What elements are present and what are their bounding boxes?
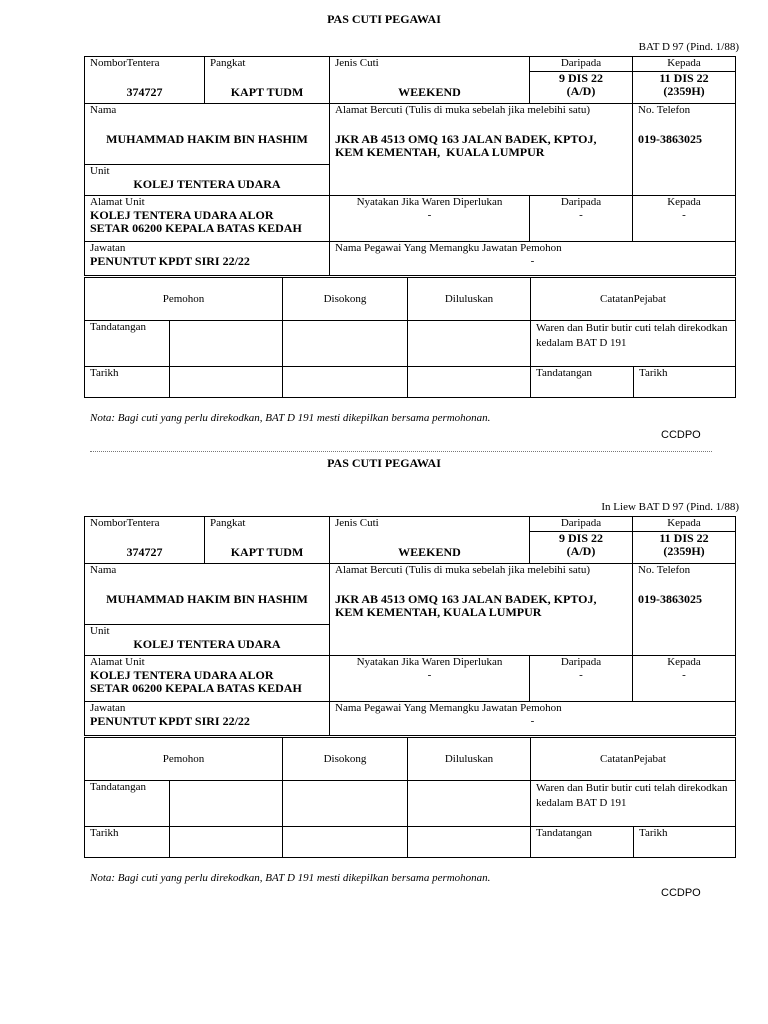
waren-daripada-value: -	[579, 669, 583, 681]
office-tandatangan-label: Tandatangan	[531, 367, 634, 398]
nota-text: Nota: Bagi cuti yang perlu direkodkan, BAT D 191 mesti dikepilkan bersama permohonan.	[90, 412, 491, 424]
alamat-bercuti-line1: JKR AB 4513 OMQ 163 JALAN BADEK, KPTOJ,	[335, 132, 597, 146]
nota-text: Nota: Bagi cuti yang perlu direkodkan, BAT D 191 mesti dikepilkan bersama permohonan.	[90, 872, 491, 884]
diluluskan-date-field[interactable]	[408, 367, 531, 398]
waren-kepada-value: -	[682, 209, 686, 221]
details-table	[84, 516, 736, 736]
ccdpo-label: CCDPO	[661, 429, 701, 441]
nombor-tentera-cell: NomborTentera 374727	[85, 57, 205, 104]
tarikh-label: Tarikh	[85, 827, 170, 858]
alamat-bercuti-line2: KEM KEMENTAH, KUALA LUMPUR	[335, 605, 542, 619]
jawatan-cell: Jawatan PENUNTUT KPDT SIRI 22/22	[85, 242, 330, 276]
kepada-note: (2359H)	[663, 84, 705, 98]
catatan-pejabat-header: CatatanPejabat	[531, 738, 736, 781]
waren-record-note: Waren dan Butir butir cuti telah direkodkan kedalam BAT D 191	[531, 321, 736, 367]
nama-pegawai-cell: Nama Pegawai Yang Memangku Jawatan Pemohon -	[330, 242, 736, 276]
daripada-note: (A/D)	[566, 84, 596, 98]
no-telefon-cell: No. Telefon 019-3863025	[633, 564, 736, 656]
nama-pegawai-value: -	[530, 715, 535, 727]
disokong-header: Disokong	[283, 278, 408, 321]
alamat-unit-line2: SETAR 06200 KEPALA BATAS KEDAH	[90, 221, 302, 235]
pemohon-signature-field[interactable]	[170, 321, 283, 367]
alamat-unit-line2: SETAR 06200 KEPALA BATAS KEDAH	[90, 681, 302, 695]
alamat-bercuti-cell: Alamat Bercuti (Tulis di muka sebelah jika melebihi satu) JKR AB 4513 OMQ 163 JALAN BADEK, KPTOJ, KEM KEMENTAH, KUALA LUMPUR	[330, 104, 633, 196]
catatan-pejabat-header: CatatanPejabat	[531, 278, 736, 321]
pangkat-cell: Pangkat KAPT TUDM	[205, 57, 330, 104]
unit-value: KOLEJ TENTERA UDARA	[133, 177, 281, 191]
details-table	[84, 56, 736, 276]
diluluskan-header: Diluluskan	[408, 278, 531, 321]
nama-cell: Nama MUHAMMAD HAKIM BIN HASHIM	[85, 564, 330, 625]
jenis-cuti-value: WEEKEND	[398, 545, 461, 559]
tandatangan-label: Tandatangan	[85, 781, 170, 827]
kepada-date: 11 DIS 22	[659, 71, 709, 85]
nama-value: MUHAMMAD HAKIM BIN HASHIM	[106, 132, 308, 146]
office-tarikh-label: Tarikh	[634, 827, 736, 858]
diluluskan-date-field[interactable]	[408, 827, 531, 858]
jawatan-value: PENUNTUT KPDT SIRI 22/22	[90, 714, 250, 728]
jenis-cuti-value: WEEKEND	[398, 85, 461, 99]
pemohon-date-field[interactable]	[170, 827, 283, 858]
cut-line	[90, 451, 712, 452]
waren-record-note: Waren dan Butir butir cuti telah direkodkan kedalam BAT D 191	[531, 781, 736, 827]
waren-cell: Nyatakan Jika Waren Diperlukan -	[330, 656, 530, 702]
office-tandatangan-label: Tandatangan	[531, 827, 634, 858]
pemohon-signature-field[interactable]	[170, 781, 283, 827]
approval-table	[84, 737, 736, 858]
unit-cell: Unit KOLEJ TENTERA UDARA	[85, 165, 330, 196]
form-title: PAS CUTI PEGAWAI	[327, 456, 441, 470]
jawatan-cell: Jawatan PENUNTUT KPDT SIRI 22/22	[85, 702, 330, 736]
office-tarikh-label: Tarikh	[634, 367, 736, 398]
kepada-cell: Kepada 11 DIS 22 (2359H)	[633, 517, 736, 564]
waren-value: -	[427, 209, 432, 221]
pangkat-value: KAPT TUDM	[230, 85, 304, 99]
diluluskan-signature-field[interactable]	[408, 781, 531, 827]
ccdpo-label: CCDPO	[661, 887, 701, 899]
waren-cell: Nyatakan Jika Waren Diperlukan -	[330, 196, 530, 242]
kepada-note: (2359H)	[663, 544, 705, 558]
alamat-bercuti-line1: JKR AB 4513 OMQ 163 JALAN BADEK, KPTOJ,	[335, 592, 597, 606]
nombor-tentera-value: 374727	[126, 545, 163, 559]
nama-value: MUHAMMAD HAKIM BIN HASHIM	[106, 592, 308, 606]
disokong-signature-field[interactable]	[283, 781, 408, 827]
waren-kepada-cell: Kepada -	[633, 656, 736, 702]
daripada-date: 9 DIS 22	[558, 71, 603, 85]
form-title: PAS CUTI PEGAWAI	[327, 12, 441, 26]
disokong-header: Disokong	[283, 738, 408, 781]
nama-cell: Nama MUHAMMAD HAKIM BIN HASHIM	[85, 104, 330, 165]
unit-cell: Unit KOLEJ TENTERA UDARA	[85, 625, 330, 656]
nombor-tentera-value: 374727	[126, 85, 163, 99]
form-reference: BAT D 97 (Pind. 1/88)	[638, 41, 739, 53]
jawatan-value: PENUNTUT KPDT SIRI 22/22	[90, 254, 250, 268]
alamat-unit-line1: KOLEJ TENTERA UDARA ALOR	[90, 668, 274, 682]
daripada-note: (A/D)	[566, 544, 596, 558]
no-telefon-value: 019-3863025	[638, 592, 702, 606]
diluluskan-signature-field[interactable]	[408, 321, 531, 367]
tarikh-label: Tarikh	[85, 367, 170, 398]
nama-pegawai-value: -	[530, 255, 535, 267]
waren-value: -	[427, 669, 432, 681]
alamat-bercuti-line2: KEM KEMENTAH, KUALA LUMPUR	[335, 145, 545, 159]
waren-kepada-value: -	[682, 669, 686, 681]
jenis-cuti-cell: Jenis Cuti WEEKEND	[330, 57, 530, 104]
disokong-date-field[interactable]	[283, 827, 408, 858]
kepada-date: 11 DIS 22	[659, 531, 709, 545]
waren-kepada-cell: Kepada -	[633, 196, 736, 242]
waren-daripada-cell: Daripada -	[530, 196, 633, 242]
nama-pegawai-cell: Nama Pegawai Yang Memangku Jawatan Pemohon -	[330, 702, 736, 736]
disokong-signature-field[interactable]	[283, 321, 408, 367]
pangkat-cell: Pangkat KAPT TUDM	[205, 517, 330, 564]
form-reference: In Liew BAT D 97 (Pind. 1/88)	[601, 501, 739, 513]
nombor-tentera-cell: NomborTentera 374727	[85, 517, 205, 564]
disokong-date-field[interactable]	[283, 367, 408, 398]
alamat-bercuti-cell: Alamat Bercuti (Tulis di muka sebelah jika melebihi satu) JKR AB 4513 OMQ 163 JALAN BADEK, KPTOJ, KEM KEMENTAH, KUALA LUMPUR	[330, 564, 633, 656]
waren-daripada-value: -	[579, 209, 583, 221]
jenis-cuti-cell: Jenis Cuti WEEKEND	[330, 517, 530, 564]
pemohon-header: Pemohon	[85, 278, 283, 321]
pemohon-header: Pemohon	[85, 738, 283, 781]
alamat-unit-cell: Alamat Unit KOLEJ TENTERA UDARA ALOR SETAR 06200 KEPALA BATAS KEDAH	[85, 656, 330, 702]
diluluskan-header: Diluluskan	[408, 738, 531, 781]
unit-value: KOLEJ TENTERA UDARA	[133, 637, 281, 651]
kepada-cell: Kepada 11 DIS 22 (2359H)	[633, 57, 736, 104]
approval-table	[84, 277, 736, 398]
daripada-date: 9 DIS 22	[558, 531, 603, 545]
alamat-unit-cell: Alamat Unit KOLEJ TENTERA UDARA ALOR SETAR 06200 KEPALA BATAS KEDAH	[85, 196, 330, 242]
daripada-cell: Daripada 9 DIS 22 (A/D)	[530, 57, 633, 104]
daripada-cell: Daripada 9 DIS 22 (A/D)	[530, 517, 633, 564]
no-telefon-value: 019-3863025	[638, 132, 702, 146]
waren-daripada-cell: Daripada -	[530, 656, 633, 702]
pemohon-date-field[interactable]	[170, 367, 283, 398]
no-telefon-cell: No. Telefon 019-3863025	[633, 104, 736, 196]
alamat-unit-line1: KOLEJ TENTERA UDARA ALOR	[90, 208, 274, 222]
pangkat-value: KAPT TUDM	[230, 545, 304, 559]
tandatangan-label: Tandatangan	[85, 321, 170, 367]
